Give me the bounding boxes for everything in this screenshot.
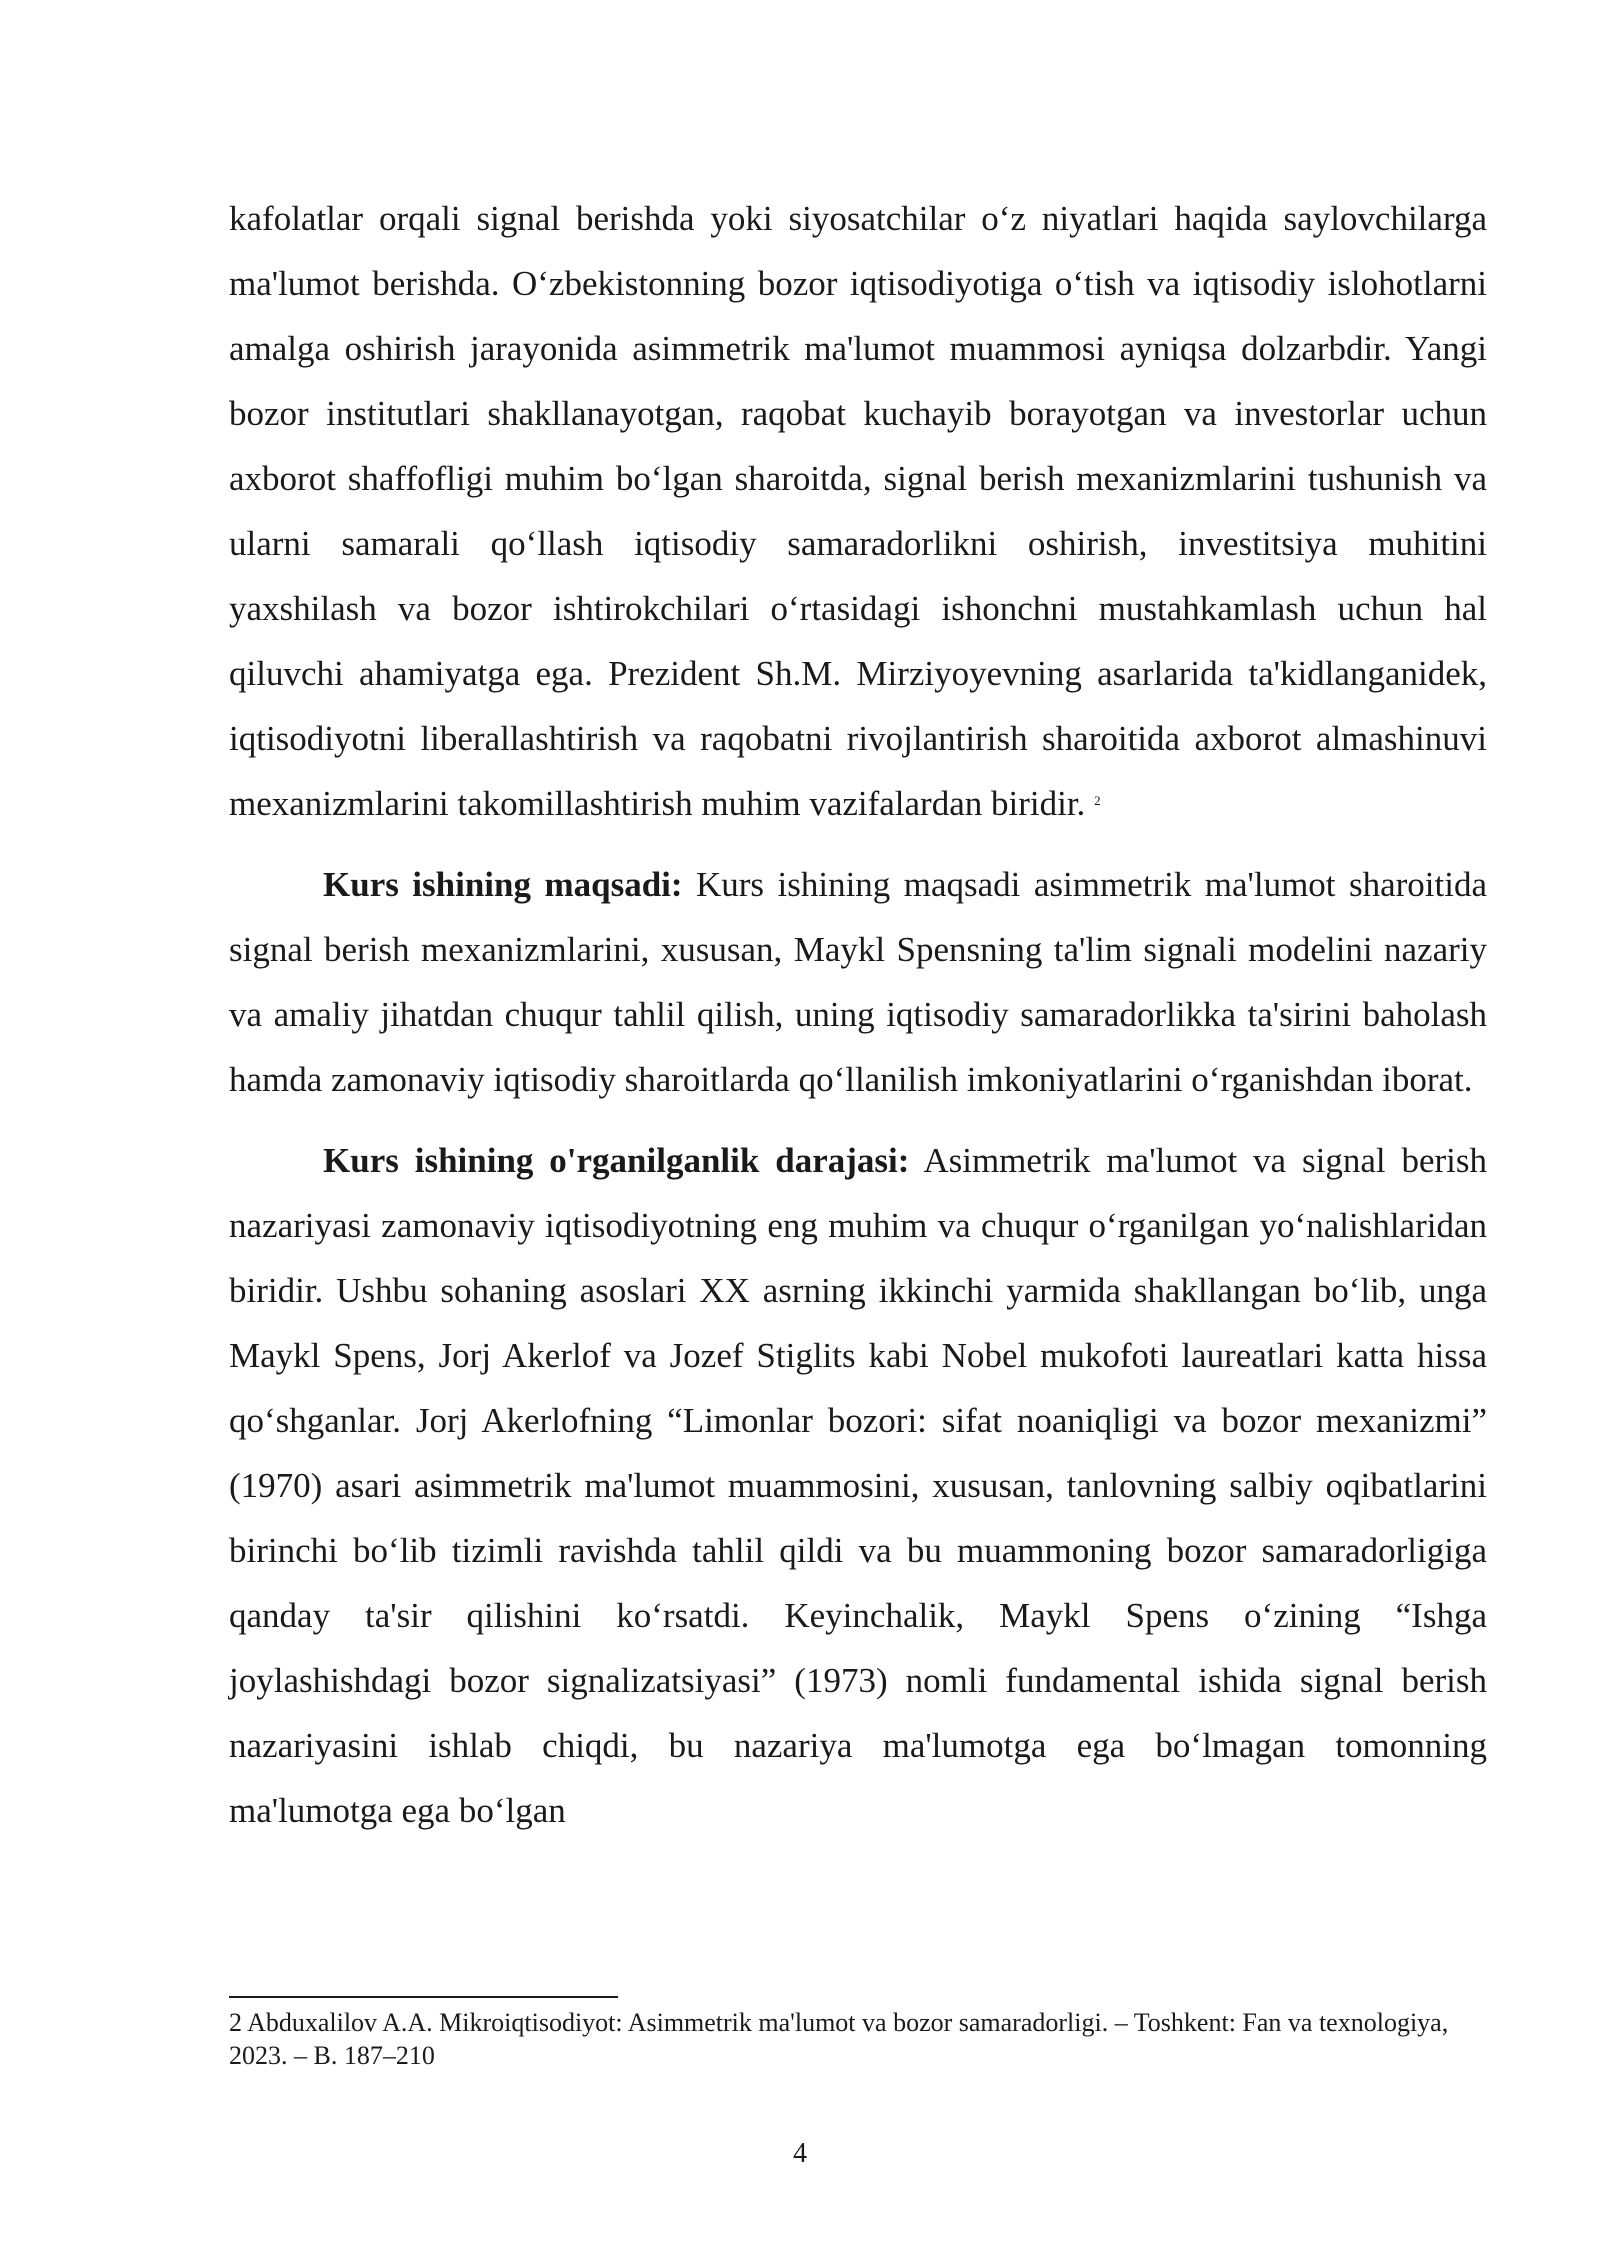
section-heading-goal: Kurs ishining maqsadi: (323, 865, 683, 904)
footnote: 2 Abduxalilov A.A. Mikroiqtisodiyot: Asimmetrik ma'lumot va bozor samaradorligi. – Toshkent: Fan va texnologiya, 2023. – B. 187–210 (229, 2008, 1449, 2070)
footnote-reference: 2 (1094, 793, 1101, 808)
section-heading-study-level: Kurs ishining o'rganilganlik darajasi: (323, 1141, 910, 1180)
body-text (229, 186, 1487, 1843)
paragraph-text: Asimmetrik ma'lumot va signal berish nazariyasi zamonaviy iqtisodiyotning eng muhim va chuqur o‘rganilgan yo‘nalishlaridan biridir. Ushbu sohaning asoslari XX asrning ikkinchi yarmida shakllangan bo‘lib, unga Maykl Spens, Jorj Akerlof va Jozef Stiglits kabi Nobel mukofoti laureatlari katta hissa qo‘shganlar. Jorj Akerlofning “Limonlar bozori: sifat noaniqligi va bozor mexanizmi” (1970) asari asimmetrik ma'lumot muammosini, xususan, tanlovning salbiy oqibatlarini birinchi bo‘lib tizimli ravishda tahlil qildi va bu muammoning bozor samaradorligiga qanday ta'sir qilishini ko‘rsatdi. Keyinchalik, Maykl Spens o‘zining “Ishga joylashishdagi bozor signalizatsiyasi” (1973) nomli fundamental ishida signal berish nazariyasini ishlab chiqdi, bu nazariya ma'lumotga ega bo‘lmagan tomonning ma'lumotga ega bo‘lgan (229, 1141, 1487, 1830)
footnote-separator (229, 1996, 618, 1998)
paragraph-text: kafolatlar orqali signal berishda yoki siyosatchilar o‘z niyatlari haqida saylovchilarga ma'lumot berishda. O‘zbekistonning bozor iqtisodiyotiga o‘tish va iqtisodiy islohotlarni amalga oshirish jarayonida asimmetrik ma'lumot muammosi ayniqsa dolzarbdir. Yangi bozor institutlari shakllanayotgan, raqobat kuchayib borayotgan va investorlar uchun axborot shaffofligi muhim bo‘lgan sharoitda, signal berish mexanizmlarini tushunish va ularni samarali qo‘llash iqtisodiy samaradorlikni oshirish, investitsiya muhitini yaxshilash va bozor ishtirokchilari o‘rtasidagi ishonchni mustahkamlash uchun hal qiluvchi ahamiyatga ega. Prezident Sh.M. Mirziyoyevning asarlarida ta'kidlanganidek, iqtisodiyotni liberallashtirish va raqobatni rivojlantirish sharoitida axborot almashinuvi mexanizmlarini takomillashtirish muhim vazifalardan biridir. (229, 199, 1487, 823)
paragraph-course-goal (229, 852, 1487, 1112)
page-number: 4 (793, 2138, 807, 2169)
paragraph-intro-continuation (229, 186, 1487, 836)
paragraph-study-level (229, 1128, 1487, 1843)
paragraph-text: Kurs ishining maqsadi asimmetrik ma'lumot sharoitida signal berish mexanizmlarini, xususan, Maykl Spensning ta'lim signali modelini nazariy va amaliy jihatdan chuqur tahlil qilish, uning iqtisodiy samaradorlikka ta'sirini baholash hamda zamonaviy iqtisodiy sharoitlarda qo‘llanilish imkoniyatlarini o‘rganishdan iborat. (229, 865, 1487, 1099)
